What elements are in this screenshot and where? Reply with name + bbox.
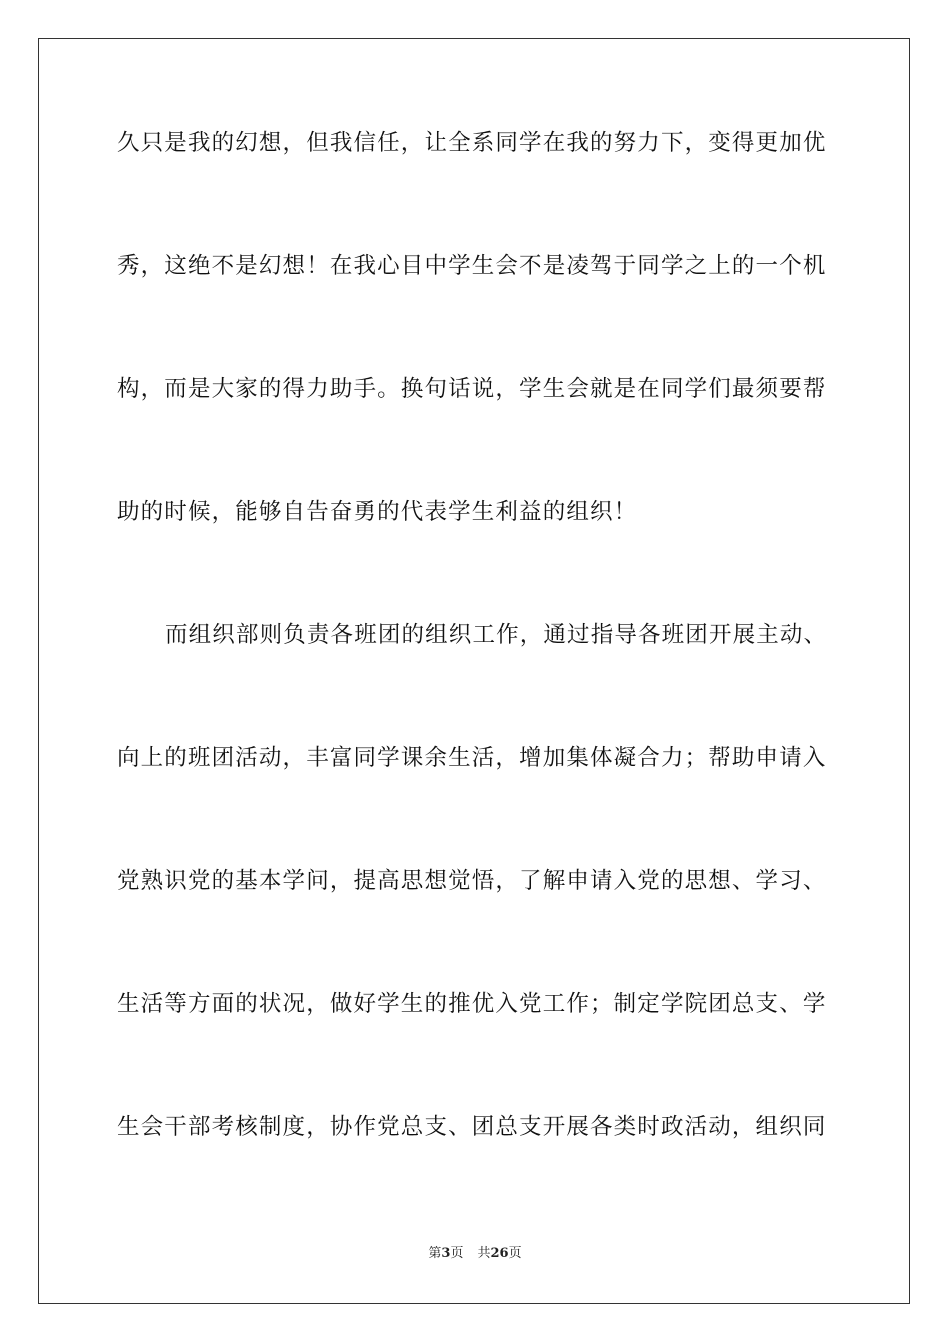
text-line-5-paragraph-start: 而组织部则负责各班团的组织工作，通过指导各班团开展主动、	[165, 622, 828, 648]
text-line-1: 久只是我的幻想，但我信任，让全系同学在我的努力下，变得更加优	[117, 130, 827, 156]
text-line-4: 助的时候，能够自告奋勇的代表学生利益的组织！	[117, 499, 638, 525]
page-prefix: 第	[428, 1246, 442, 1261]
text-line-2: 秀，这绝不是幻想！在我心目中学生会不是凌驾于同学之上的一个机	[117, 253, 827, 279]
page-suffix: 页	[450, 1246, 464, 1261]
page-footer	[0, 1244, 950, 1264]
text-line-7: 党熟识党的基本学问，提高思想觉悟，了解申请入党的思想、学习、	[117, 868, 827, 894]
text-line-3: 构，而是大家的得力助手。换句话说，学生会就是在同学们最须要帮	[117, 376, 827, 402]
total-suffix: 页	[508, 1246, 522, 1261]
total-pages: 26	[490, 1246, 509, 1261]
text-line-6: 向上的班团活动，丰富同学课余生活，增加集体凝合力；帮助申请入	[117, 745, 827, 771]
total-prefix: 共	[477, 1246, 491, 1261]
document-body	[117, 123, 833, 1230]
text-line-8: 生活等方面的状况，做好学生的推优入党工作；制定学院团总支、学	[117, 991, 827, 1017]
text-line-9: 生会干部考核制度，协作党总支、团总支开展各类时政活动，组织同	[117, 1114, 827, 1140]
page-number: 3	[441, 1246, 451, 1261]
